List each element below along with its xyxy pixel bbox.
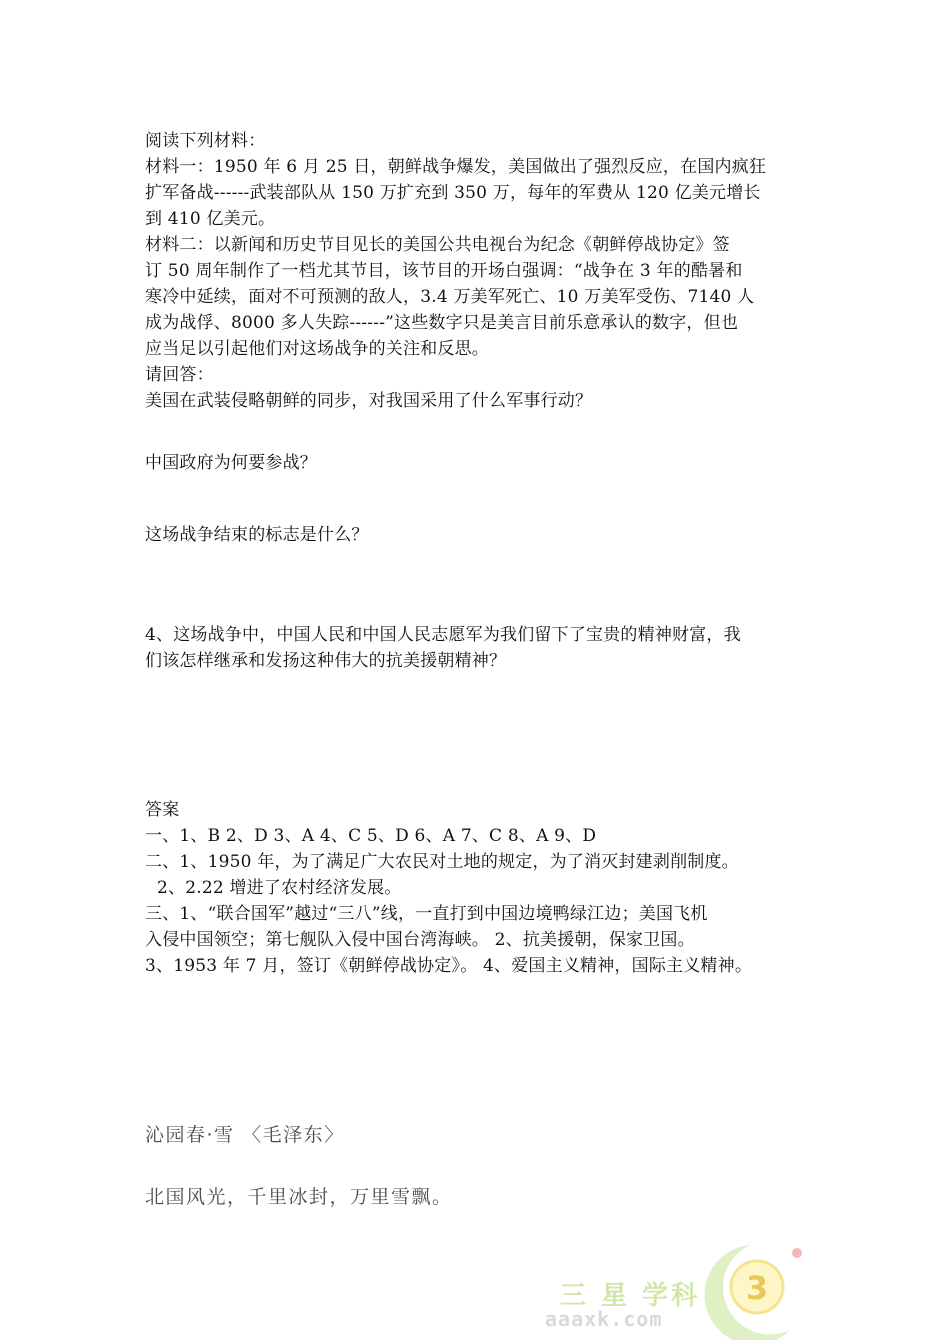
answers-line5: 入侵中国领空；第七舰队入侵中国台湾海峡。 2、抗美援朝，保家卫国。	[145, 930, 695, 950]
question-4-line1: 4、这场战争中，中国人民和中国人民志愿军为我们留下了宝贵的精神财富，我	[145, 625, 741, 645]
question-3: 这场战争结束的标志是什么？	[145, 525, 369, 545]
intro-text: 阅读下列材料：	[145, 131, 266, 151]
answers-line4: 三、1、“联合国军”越过“三八”线，一直打到中国边境鸭绿江边；美国飞机	[145, 904, 708, 924]
watermark-logo	[545, 1235, 820, 1340]
answers-line2: 二、1、1950 年，为了满足广大农民对土地的规定，为了消灭封建剥削制度。	[145, 852, 739, 872]
watermark-badge: 3	[745, 1269, 769, 1307]
poem-title: 沁园春·雪 〈毛泽东〉	[145, 1124, 345, 1146]
answers-title: 答案	[145, 800, 180, 820]
material1-line1: 材料一：1950 年 6 月 25 日，朝鲜战争爆发，美国做出了强烈反应，在国内疯狂	[145, 157, 767, 177]
question-2: 中国政府为何要参战？	[145, 453, 317, 473]
material2-line4: 成为战俘、8000 多人失踪------”这些数字只是美言目前乐意承认的数字，但也	[145, 313, 739, 333]
answers-line3: 2、2.22 增进了农村经济发展。	[157, 878, 402, 898]
material2-line5: 应当足以引起他们对这场战争的关注和反思。	[145, 339, 489, 359]
answers-line1: 一、1、B 2、D 3、A 4、C 5、D 6、A 7、C 8、A 9、D	[145, 826, 597, 846]
answers-line6: 3、1953 年 7 月，签订《朝鲜停战协定》。 4、爱国主义精神，国际主义精神。	[145, 956, 753, 976]
watermark-url: aaaxk.com	[545, 1307, 663, 1331]
question-3-block	[145, 522, 810, 548]
reading-material	[145, 128, 810, 414]
material1-line3: 到 410 亿美元。	[145, 209, 276, 229]
material2-line1: 材料二：以新闻和历史节目见长的美国公共电视台为纪念《朝鲜停战协定》签	[145, 235, 730, 255]
watermark-brand: 三 星 学科	[560, 1281, 701, 1311]
question-2-block	[145, 450, 810, 476]
question-4-block	[145, 622, 810, 674]
material2-line3: 寒冷中延续，面对不可预测的敌人，3.4 万美军死亡、10 万美军受伤、7140 人	[145, 287, 755, 307]
answers-section	[145, 797, 810, 979]
poem-line1: 北国风光，千里冰封，万里雪飘。	[145, 1186, 453, 1208]
question-1: 美国在武装侵略朝鲜的同步，对我国采用了什么军事行动？	[145, 391, 593, 411]
material1-line2: 扩军备战------武装部队从 150 万扩充到 350 万，每年的军费从 120 亿美元增长	[145, 183, 761, 203]
material2-line2: 订 50 周年制作了一档尤其节目，该节目的开场白强调：“战争在 3 年的酷暑和	[145, 261, 743, 281]
question-4-line2: 们该怎样继承和发扬这种伟大的抗美援朝精神？	[145, 651, 507, 671]
prompt-text: 请回答：	[145, 365, 214, 385]
